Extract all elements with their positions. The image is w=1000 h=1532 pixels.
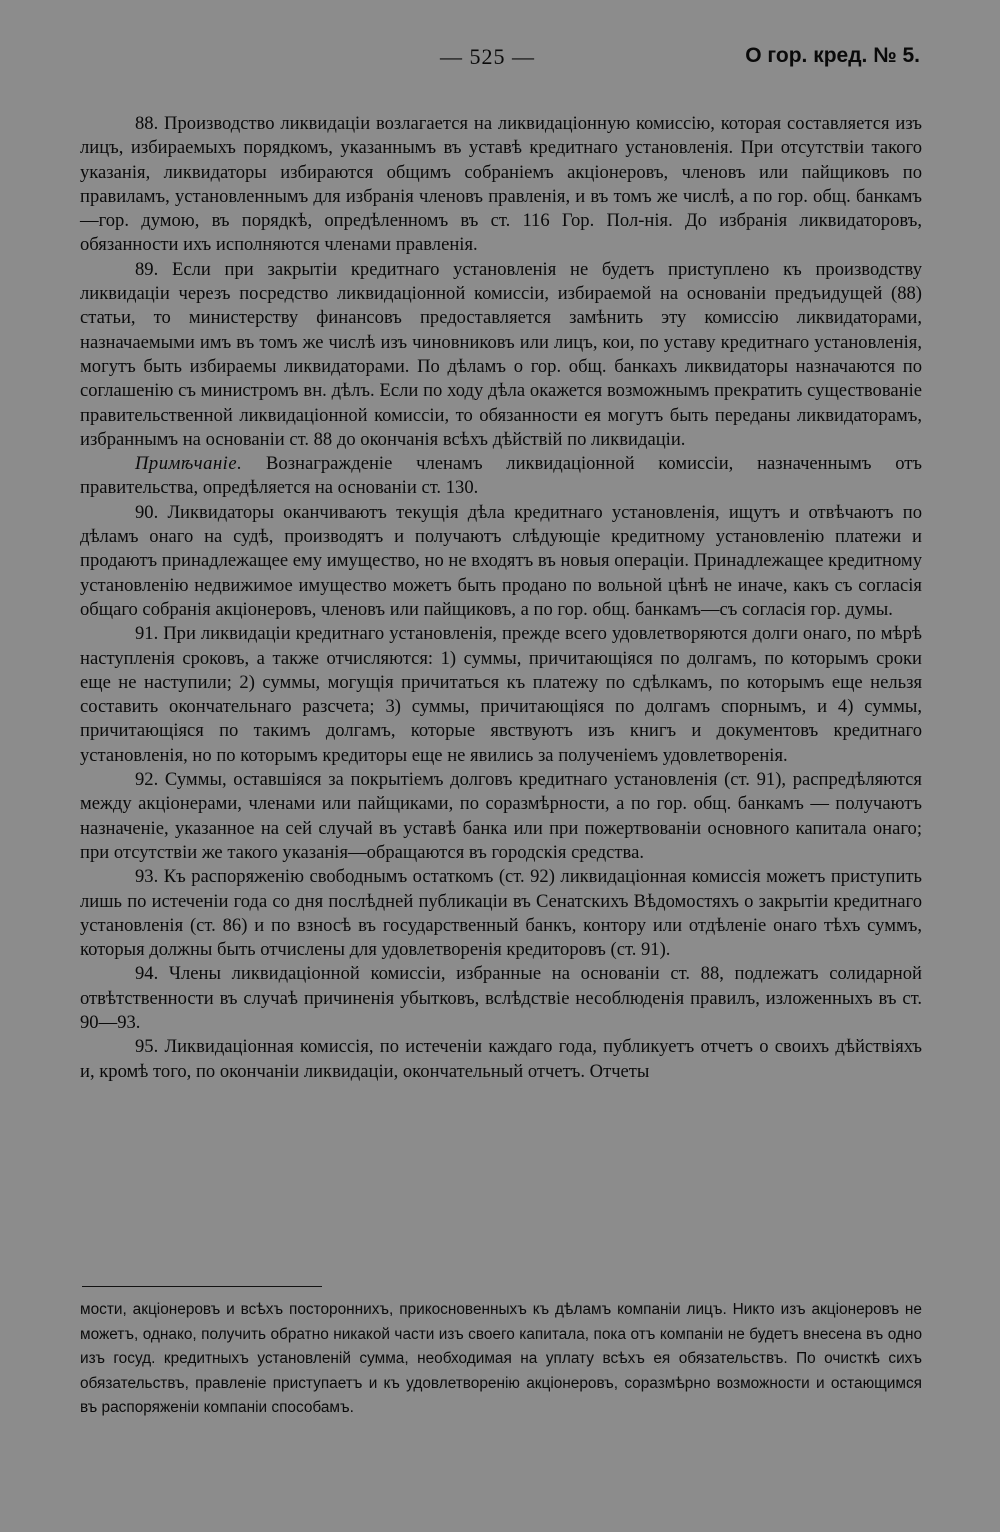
page-header bbox=[80, 44, 920, 74]
note-text: Вознагражденіе членамъ ликвидаціонной комиссіи, назначеннымъ отъ правительства, опредѣляется на основаніи ст. 130. bbox=[80, 453, 922, 499]
page-number: — 525 — bbox=[440, 44, 535, 69]
main-text bbox=[80, 112, 922, 1084]
footnote-text: мости, акціонеровъ и всѣхъ постороннихъ, прикосновенныхъ къ дѣламъ компаніи лицъ. Никто изъ акціонеровъ не можетъ, однако, получить обратно никакой части изъ своего капитала, пока отъ компаніи не будетъ внесена въ одно изъ госуд. кредитныхъ установленій сумма, необходимая на уплату всѣхъ ея обязательствъ. По очисткѣ сихъ обязательствъ, правленіе приступаетъ и къ удовлетворенію акціонеровъ, соразмѣрно возможности и остающимся въ распоряженіи компаніи способамъ. bbox=[80, 1301, 922, 1416]
footnote-divider bbox=[82, 1286, 322, 1287]
running-title: О гор. кред. № 5. bbox=[745, 44, 920, 67]
footnote bbox=[80, 1298, 922, 1421]
article-92: 92. Суммы, оставшіяся за покрытіемъ долговъ кредитнаго установленія (ст. 91), распредѣляются между акціонерами, членами или пайщиками, по соразмѣрности, а по гор. общ. банкамъ — получаютъ назначеніе, указанное на сей случай въ уставѣ банка или при пожертвованіи основного капитала онаго; при отсутствіи же такого указанія—обращаются въ городскія средства. bbox=[80, 769, 922, 863]
article-91: 91. При ликвидаціи кредитнаго установленія, прежде всего удовлетворяются долги онаго, по мѣрѣ наступленія сроковъ, а также отчисляются: 1) суммы, причитающіяся по долгамъ, по которымъ сроки еще не наступили; 2) суммы, могущія причитаться къ платежу по сдѣлкамъ, по которымъ еще нельзя составить окончательнаго разсчета; 3) суммы, причитающіяся по долгамъ спорнымъ, и 4) суммы, причитающіяся по такимъ долгамъ, которые явствуютъ изъ книгъ и документовъ кредитнаго установленія, но по которымъ кредиторы еще не явились за полученіемъ удовлетворенія. bbox=[80, 623, 922, 766]
article-90: 90. Ликвидаторы оканчиваютъ текущія дѣла кредитнаго установленія, ищутъ и отвѣчаютъ по дѣламъ онаго на судѣ, производятъ и получаютъ слѣдующіе кредитному установленію платежи и продаютъ принадлежащее ему имущество, но не входятъ въ новыя операціи. Принадлежащее кредитному установленію недвижимое имущество можетъ быть продано по вольной цѣнѣ не иначе, какъ съ согласія общаго собранія акціонеровъ, членовъ или пайщиковъ, а по гор. общ. банкамъ—съ согласія гор. думы. bbox=[80, 501, 922, 620]
article-93: 93. Къ распоряженію свободнымъ остаткомъ (ст. 92) ликвидаціонная комиссія можетъ приступить лишь по истеченіи года со дня послѣдней публикаціи въ Сенатскихъ Вѣдомостяхъ о закрытіи кредитнаго установленія (ст. 86) и по взносѣ въ государственный банкъ, контору или отдѣленіе онаго тѣхъ суммъ, которыя должны быть отчислены для удовлетворенія кредиторовъ (ст. 91). bbox=[80, 866, 922, 961]
article-89: 89. Если при закрытіи кредитнаго установленія не будетъ приступлено къ производству ликвидаціи черезъ посредство ликвидаціонной комиссіи, избираемой на основаніи предъидущей (88) статьи, то министерству финансовъ предоставляется замѣнить эту комиссію ликвидаторами, назначаемыми имъ въ томъ же числѣ изъ чиновниковъ или лицъ, кои, по уставу кредитнаго установленія, могутъ быть избираемы ликвидаторами. По дѣламъ о гор. общ. банкахъ ликвидаторы назначаются по соглашенію съ министромъ вн. дѣлъ. Если по ходу дѣла окажется возможнымъ прекратить существованіе правительственной ликвидаціонной комиссіи, то обязанности ея могутъ быть переданы ликвидаторамъ, избраннымъ на основаніи ст. 88 до окончанія всѣхъ дѣйствій по ликвидаціи. bbox=[80, 258, 922, 450]
article-94: 94. Члены ликвидаціонной комиссіи, избранные на основаніи ст. 88, подлежатъ солидарной отвѣтственности въ случаѣ причиненія убытковъ, вслѣдствіе несоблюденія правилъ, изложенныхъ въ ст. 90—93. bbox=[80, 963, 922, 1033]
article-88: 88. Производство ликвидаціи возлагается на ликвидаціонную комиссію, которая составляется изъ лицъ, избираемыхъ порядкомъ, указаннымъ въ уставѣ кредитнаго установленія. При отсутствіи такого указанія, ликвидаторы избираются общимъ собраніемъ акціонеровъ, членовъ или пайщиковъ по правиламъ, установленнымъ для избранія членовъ правленія, и въ томъ же числѣ, а по гор. общ. банкамъ—гор. думою, въ порядкѣ, опредѣленномъ въ ст. 116 Гор. Пол-нія. До избранія ликвидаторовъ, обязанности ихъ исполняются членами правленія. bbox=[80, 113, 922, 256]
article-95: 95. Ликвидаціонная комиссія, по истеченіи каждаго года, публикуетъ отчетъ о своихъ дѣйствіяхъ и, кромѣ того, по окончаніи ликвидаціи, окончательный отчетъ. Отчеты bbox=[80, 1036, 922, 1082]
note-paragraph bbox=[80, 452, 922, 501]
note-label: Примѣчаніе. bbox=[135, 453, 243, 475]
